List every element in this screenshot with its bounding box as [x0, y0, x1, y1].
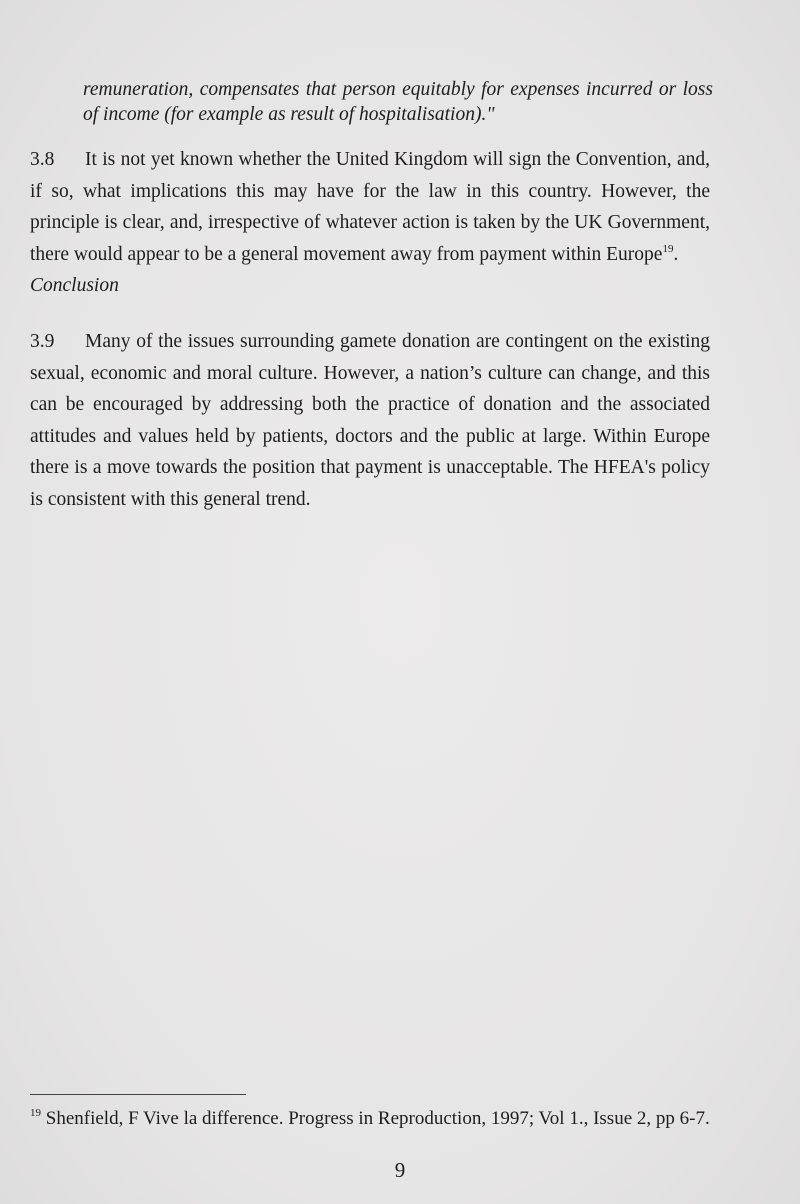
paragraph-end: . [673, 243, 679, 265]
quoted-text: remuneration, compensates that person equitably for expenses incurred or loss of income (for example as result of hospitalisation)." [83, 79, 713, 125]
section-heading: Conclusion [30, 275, 119, 296]
paragraph-text: Many of the issues surrounding gamete donation are contingent on the existing sexual, economic and moral culture. However, a nation’s culture can change, and this can be encouraged by addressing both the practice of donation and the associated attitudes and values held by patients, doctors and the public at large. Within Europe there is a move towards the position that payment is unacceptable. The HFEA's policy is consistent with this general trend. [30, 331, 710, 510]
footnote-ref[interactable]: 19 [662, 242, 674, 255]
page-number: 9 [394, 1158, 406, 1182]
paragraph-number: 3.9 [30, 331, 55, 352]
paragraph-3-9 [30, 326, 710, 515]
footnote [30, 1107, 730, 1131]
footnote-text: Shenfield, F Vive la difference. Progress in Reproduction, 1997; Vol 1., Issue 2, pp 6-7. [45, 1108, 710, 1129]
footnote-number: 19 [30, 1107, 41, 1119]
paragraph-text: It is not yet known whether the United Kingdom will sign the Convention, and, if so, what implications this may have for the law in this country. However, the principle is clear, and, irrespective of whatever action is taken by the UK Government, there would appear to be a general movement away from payment within Europe [30, 149, 710, 265]
footnote-divider [30, 1094, 246, 1095]
paragraph-3-8 [30, 144, 710, 270]
paragraph-number: 3.8 [30, 149, 55, 170]
